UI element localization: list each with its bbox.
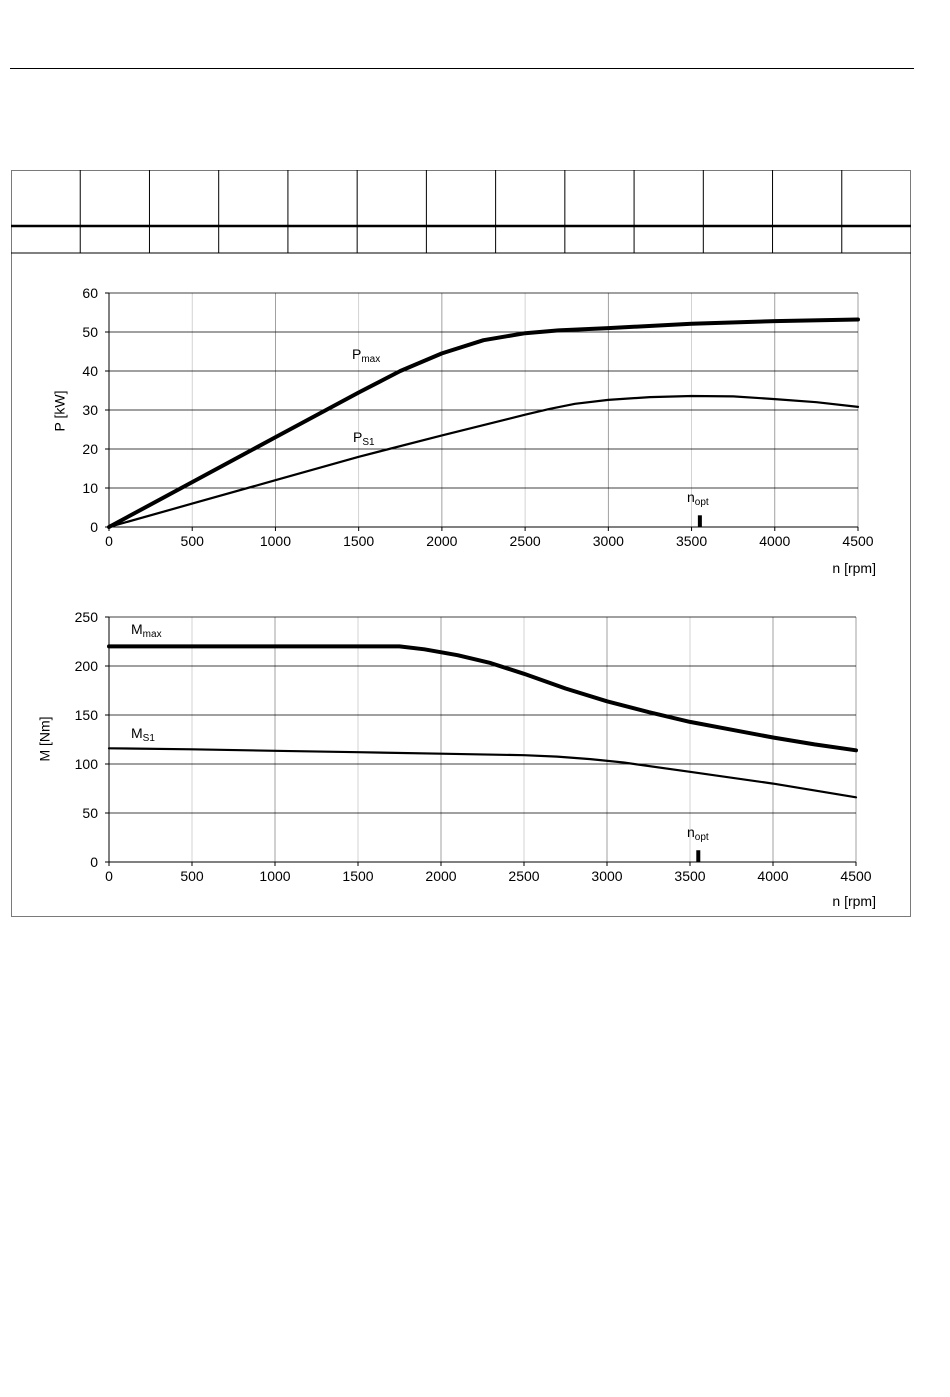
power-y-tick-label: 40 xyxy=(82,363,98,379)
power-x-axis-label: n [rpm] xyxy=(832,560,876,576)
power-nopt-main: n xyxy=(687,489,695,505)
power-x-tick-label: 2500 xyxy=(509,533,541,549)
torque-y-tick-label: 150 xyxy=(74,707,98,723)
torque-y-axis-label: M [Nm] xyxy=(36,716,53,762)
ms1-label-sub: S1 xyxy=(142,733,155,744)
torque-x-tick-label: 2500 xyxy=(508,868,540,884)
power-y-tick-label: 50 xyxy=(82,324,98,340)
pmax-label-sub: max xyxy=(361,354,381,365)
torque-x-tick-label: 1500 xyxy=(342,868,374,884)
torque-y-tick-label: 50 xyxy=(82,805,98,821)
torque-chart xyxy=(37,609,876,909)
power-x-tick-label: 2000 xyxy=(426,533,458,549)
power-chart xyxy=(52,285,876,576)
spec-table xyxy=(11,170,911,253)
power-x-tick-label: 4500 xyxy=(842,533,874,549)
ps1-label-main: P xyxy=(353,429,363,445)
mmax-label-sub: max xyxy=(142,629,162,640)
power-x-tick-label: 3000 xyxy=(592,533,624,549)
pmax-curve-label xyxy=(352,346,380,365)
power-x-tick-label: 0 xyxy=(105,533,113,549)
torque-x-tick-label: 0 xyxy=(105,868,113,884)
power-nopt-label xyxy=(687,489,709,508)
torque-x-tick-label: 2000 xyxy=(425,868,457,884)
power-y-tick-label: 20 xyxy=(82,441,98,457)
power-x-tick-label: 3500 xyxy=(675,533,708,549)
power-x-tick-label: 1500 xyxy=(343,533,375,549)
mmax-curve-label xyxy=(131,621,162,640)
pmax-label-main: P xyxy=(352,346,362,362)
ms1-curve xyxy=(109,748,856,797)
mmax-curve xyxy=(109,646,856,750)
torque-x-tick-label: 3000 xyxy=(591,868,623,884)
power-y-tick-label: 60 xyxy=(82,285,98,301)
torque-x-axis-label: n [rpm] xyxy=(832,893,876,909)
torque-y-tick-label: 100 xyxy=(74,756,98,772)
ps1-curve xyxy=(109,396,858,527)
torque-x-tick-label: 4000 xyxy=(757,868,789,884)
torque-nopt-sub: opt xyxy=(694,832,709,843)
torque-x-tick-label: 500 xyxy=(180,868,204,884)
mmax-label-main: M xyxy=(131,621,143,637)
torque-y-tick-label: 0 xyxy=(90,854,98,870)
power-nopt-sub: opt xyxy=(694,497,709,508)
power-y-tick-label: 10 xyxy=(82,480,98,496)
ps1-label-sub: S1 xyxy=(362,437,375,448)
torque-nopt-main: n xyxy=(687,824,695,840)
ps1-curve-label xyxy=(353,429,375,448)
ms1-label-main: M xyxy=(131,725,143,741)
torque-x-tick-label: 4500 xyxy=(840,868,872,884)
torque-x-tick-label: 3500 xyxy=(674,868,706,884)
torque-y-tick-label: 250 xyxy=(74,609,98,625)
power-x-tick-label: 4000 xyxy=(759,533,791,549)
power-x-tick-label: 1000 xyxy=(259,533,292,549)
power-y-tick-label: 30 xyxy=(82,402,98,418)
power-x-tick-label: 500 xyxy=(180,533,204,549)
torque-x-tick-label: 1000 xyxy=(259,868,291,884)
power-y-tick-label: 0 xyxy=(90,519,98,535)
power-y-axis-label: P [kW] xyxy=(51,390,68,432)
torque-y-tick-label: 200 xyxy=(74,658,98,674)
ms1-curve-label xyxy=(131,725,155,744)
